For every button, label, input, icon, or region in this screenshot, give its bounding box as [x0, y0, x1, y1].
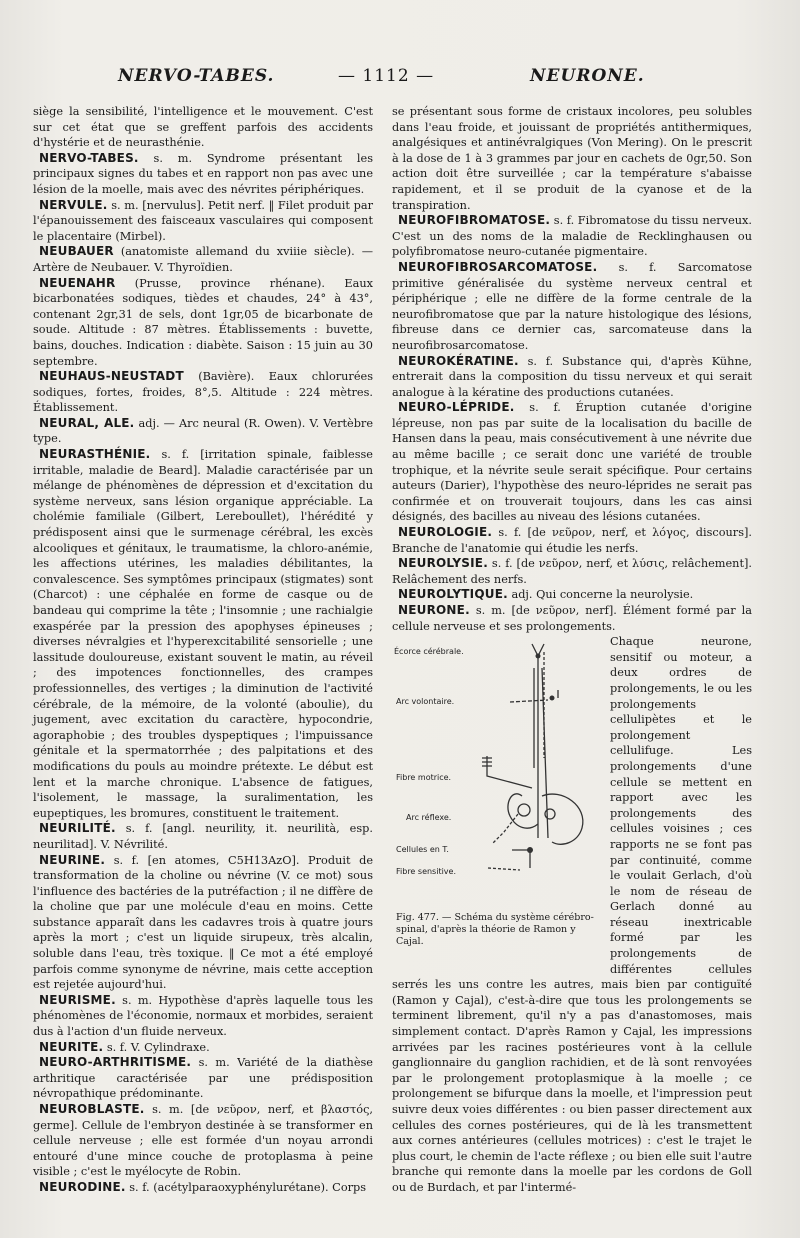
- entry-headword: NEURAL, ALE.: [39, 415, 135, 430]
- dictionary-entry: [392, 354, 752, 401]
- dictionary-entry: [392, 556, 752, 587]
- entry-headword: NEUBAUER: [39, 244, 114, 259]
- label-t-cells: Cellules en T.: [396, 845, 449, 855]
- entry-definition: s. f. (acétylparaoxyphénylurétane). Corps: [129, 1180, 367, 1194]
- entry-definition: siège la sensibilité, l'intelligence et le mouvement. C'est sur cet état que se greffent parfois des accidents d'hystérie et de neurasthénie.: [33, 105, 373, 150]
- dictionary-entry: [392, 603, 752, 634]
- dictionary-entry: [33, 104, 373, 151]
- dictionary-entry: [33, 1180, 373, 1196]
- entry-headword: NEUROBLASTE.: [39, 1102, 145, 1116]
- dictionary-entry: [392, 587, 752, 603]
- dictionary-entry: [33, 1102, 373, 1180]
- entry-headword: NEUROLYSIE.: [398, 556, 488, 571]
- entry-definition: s. f. [en atomes, C5H13AzO]. Produit de transformation de la choline ou névrine (V. ce mot) sous l'influence des bactéries de la putréfaction ; il ne diffère de la choline que par une molécule d'eau en moins. Cette substance apparaît dans les cadavres trois à quatre jours après la mort ; c'est un liquide sirupeux, très alcalin, soluble dans l'eau, très toxique. ‖ Ce mot a été employé parfois comme synonyme de névrine, mais cette acception est rejetée aujourd'hui.: [33, 853, 374, 992]
- entry-definition: s. f. Sarcomatose primitive généralisée du système nerveux central et périphérique ; elle ne diffère de la forme centrale de la neurofibromatose que par la nature histologique des lésions, fibreuse dans ce dernier cas, sarcomateuse dans la neurofibrosarcomatose.: [392, 260, 753, 352]
- figure-caption: Fig. 477. — Schéma du système cérébro-spinal, d'après la théorie de Ramon y Cajal.: [396, 912, 594, 948]
- entry-definition: s. f. [angl. neurility, it. neurilità, esp. neurilitad]. V. Névrilité.: [33, 822, 373, 851]
- header-right-guide-word: NEURONE.: [530, 66, 645, 86]
- entry-headword: NEUROLOGIE.: [398, 525, 493, 540]
- dictionary-entry: [33, 369, 373, 416]
- entry-headword: NEURONE.: [398, 603, 470, 617]
- neurone-continuation: [392, 634, 752, 1195]
- dictionary-entry: [33, 198, 373, 245]
- entry-headword: NEURINE.: [39, 852, 106, 867]
- entry-definition: s. f. Fibromatose du tissu nerveux. C'est un des noms de la maladie de Recklinghausen ou polyfibromatose neuro-cutanée pigmentaire.: [392, 214, 752, 259]
- entry-definition: (anatomiste allemand du xviiie siècle). — Artère de Neubauer. V. Thyroïdien.: [33, 245, 373, 274]
- entry-definition: s. m. Hypothèse d'après laquelle tous les phénomènes de l'économie, normaux et morbides, seraient dus à l'action d'un fluide nerveux.: [33, 993, 373, 1039]
- entry-headword: NERVO-TABES.: [39, 150, 139, 165]
- entry-definition: adj. — Arc neural (R. Owen). V. Vertèbre type.: [33, 416, 374, 446]
- header-left-guide-word: NERVO-TABES.: [118, 66, 275, 86]
- left-column: [33, 104, 373, 1196]
- entry-definition: s. m. [nervulus]. Petit nerf. ‖ Filet produit par l'épanouissement des faisceaux vasculaires qui composent le placentaire (Mirbel).: [33, 198, 373, 243]
- dictionary-entry: [33, 1040, 373, 1056]
- entry-headword: NEUHAUS-NEUSTADT: [39, 369, 184, 384]
- dictionary-entry: [33, 821, 373, 852]
- label-sensory-fibre: Fibre sensitive.: [396, 867, 457, 877]
- entry-definition: se présentant sous forme de cristaux incolores, peu solubles dans l'eau froide, et jouissant de propriétés antithermiques, analgésiques et antinévralgiques (Von Mering). On le prescrit à la dose de 1 à 3 grammes par jour en cachets de 0gr,50. Son action doit être surveillée ; car la température s'abaisse rapidement, et il se produit de la cyanose et de la transpiration.: [392, 105, 752, 212]
- dictionary-entry: [33, 1055, 373, 1102]
- dictionary-entry: [33, 276, 373, 370]
- label-voluntary-arc: Arc volontaire.: [396, 697, 455, 707]
- figure-477: [392, 638, 602, 968]
- dictionary-entry: [392, 213, 752, 260]
- entry-headword: NEURISME.: [39, 992, 116, 1007]
- entry-headword: NERVULE.: [39, 197, 108, 212]
- entry-definition: adj. Qui concerne la neurolysie.: [511, 588, 694, 602]
- dictionary-entry: [392, 400, 752, 525]
- entry-definition: s. f. Substance qui, d'après Kühne, entrerait dans la composition du tissu nerveux et qui serait analogue à la kératine des productions cutanées.: [392, 354, 752, 399]
- entry-definition: s. f. [irritation spinale, faiblesse irritable, maladie de Beard]. Maladie caractérisée par un mélange de phénomènes de dépression et d'excitation du système nerveux, sans lésion organique appréciable. La cholémie familiale (Gilbert, Lereboullet), l'hérédité y prédisposent ainsi que le surmenage cérébral, les excès alcooliques et génitaux, le traumatisme, la chloro-anémie, les affections utérines, les maladies débilitantes, la convalescence. Ses symptômes principaux (stigmates) sont (Charcot) : une céphalée en forme de casque ou de bandeau qui comprime la tête ; l'insomnie ; une rachialgie exaspérée par la pression des apophyses épineuses ; diverses névralgies et l'hyperexcitabilité sensorielle ; une lassitude douloureuse, existant souvent le matin, au réveil ; des impotences fonctionnelles, des crampes professionnelles, des vertiges ; la diminution de l'activité cérébrale, de la mémoire, de la volonté (aboulie), du jugement, avec excitation du caractère, hypocondrie, agoraphobie ; des troubles dyspeptiques ; l'impuissance génitale et la spermatorrhée ; des palpitations et des modifications du pouls au moindre prétexte. Le début est lent et la marche chronique. L'absence de fatigues, l'isolement, le massage, la suralimentation, les eupeptiques, les bromures, constituent le traitement.: [33, 448, 373, 820]
- page-number: — 1112 —: [338, 66, 435, 86]
- label-cortex: Écorce cérébrale.: [394, 647, 464, 657]
- entry-definition: s. m. Syndrome présentant les principaux signes du tabes et en rapport non pas avec une lésion de la moelle, mais avec des névrites périphériques.: [33, 151, 373, 196]
- entry-definition: s. m. [de νεῦρον, nerf, et βλαστός, germe]. Cellule de l'embryon destinée à se transformer en cellule nerveuse ; elle est formée d'un noyau arrondi entouré d'une mince couche de protoplasma à peine visible ; c'est le myélocyte de Robin.: [33, 1103, 373, 1179]
- entry-headword: NEURODINE.: [39, 1179, 126, 1194]
- dictionary-entry: [392, 260, 752, 354]
- entry-definition: (Prusse, province rhénane). Eaux bicarbonatées sodiques, tièdes et chaudes, 24° à 43°, contenant 2gr,31 de sels, dont 1gr,05 de bicarbonate de soude. Altitude : 87 mètres. Établissements : buvette, bains, douches. Indication : diabète. Saison : 15 juin au 30 septembre.: [33, 276, 373, 368]
- dictionary-entry: [33, 416, 373, 447]
- entry-headword: NEURASTHÉNIE.: [39, 447, 151, 462]
- entry-headword: NEUROKÉRATINE.: [398, 353, 519, 368]
- label-reflex-arc: Arc réflexe.: [406, 813, 452, 823]
- entry-definition: s. f. V. Cylindraxe.: [106, 1040, 210, 1054]
- dictionary-entry: [33, 447, 373, 821]
- entry-headword: NEURITE.: [39, 1039, 104, 1054]
- entry-headword: NEUROFIBROMATOSE.: [398, 213, 551, 228]
- dictionary-entry: [392, 525, 752, 556]
- entry-headword: NEUROFIBROSARCOMATOSE.: [398, 259, 598, 274]
- neurone-body-text: Chaque neurone, sensitif ou moteur, a deux ordres de prolongements, le ou les prolongements cellulipètes et le prolongement cellulifuge. Les prolongements d'une cellule se mettent en rapport avec les prolongements des cellules voisines ; ces rapports ne se font pas par continuité, comme le voulait Gerlach, d'où le nom de réseau de Gerlach donné au réseau inextricable formé par les prolongements de différentes cellules serrés les uns contre les autres, mais bien par contiguïté (Ramon y Cajal), c'est-à-dire que tous les prolongements se terminent librement, qu'il n'y a pas d'anastomoses, mais simplement contact. D'après Ramon y Cajal, les impressions arrivées par les racines postérieures vont à la cellule ganglionnaire du ganglion rachidien, et de là sont renvoyées par le prolongement protoplasmique à la moelle ; ce prolongement se bifurque dans la moelle, et l'impression peut suivre deux voies différentes : ou bien passer directement aux cellules des cornes postérieures, qui de là les transmettent aux cornes antérieures (cellules motrices) : c'est le trajet le plus court, le chemin de l'acte réflexe ; ou bien elle suit l'autre branche qui remonte dans la moelle par les cordons de Goll ou de Burdach, et par l'intermé-: [392, 635, 752, 1194]
- entry-headword: NEURO-LÉPRIDE.: [398, 400, 515, 415]
- entry-definition: s. f. [de νεῦρον, nerf, et λύσις, relâchement]. Relâchement des nerfs.: [392, 557, 752, 586]
- entry-definition: s. m. Variété de la diathèse arthritique caractérisée par une prédisposition névropathique prédominante.: [33, 1056, 373, 1101]
- entry-definition: s. f. [de νεῦρον, nerf, et λόγος, discours]. Branche de l'anatomie qui étudie les nerfs.: [392, 526, 753, 555]
- dictionary-entry: [33, 244, 373, 275]
- entry-headword: NEUROLYTIQUE.: [398, 587, 508, 602]
- entry-definition: s. m. [de νεῦρον, nerf]. Élément formé par la cellule nerveuse et ses prolongements.: [392, 604, 753, 633]
- dictionary-entry: [33, 853, 373, 993]
- entry-headword: NEURILITÉ.: [39, 821, 116, 836]
- dictionary-entry: [392, 104, 752, 213]
- right-column: [392, 104, 752, 1196]
- dictionary-entry: [33, 151, 373, 198]
- dictionary-entry: [33, 993, 373, 1040]
- label-motor-fibre: Fibre motrice.: [396, 773, 452, 783]
- entry-definition: s. f. Éruption cutanée d'origine lépreuse, non pas par suite de la localisation du bacille de Hansen dans la peau, mais consécutivement à une névrite due au même bacille ; ce serait donc une variété de trouble trophique, et la névrite seule serait spécifique. Pour certains auteurs (Darier), l'hypothèse des neuro-léprides ne serait pas confirmée et on trouverait toujours, dans les cas ainsi désignés, des bacilles au niveau des lésions cutanées.: [392, 401, 752, 524]
- entry-headword: NEURO-ARTHRITISME.: [39, 1055, 192, 1070]
- entry-headword: NEUENAHR: [39, 275, 116, 290]
- entry-definition: (Bavière). Eaux chlorurées sodiques, fortes, froides, 8°,5. Altitude : 224 mètres. Établissement.: [33, 370, 373, 415]
- page-header: [40, 66, 760, 92]
